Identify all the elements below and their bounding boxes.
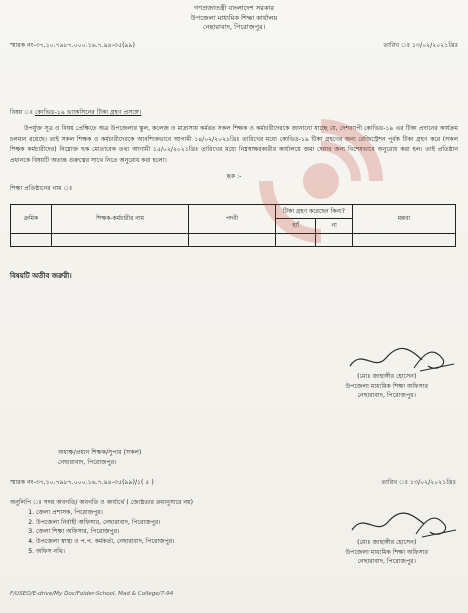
signer-designation: উপজেলা মাধ্যমিক শিক্ষা অফিসার xyxy=(345,382,428,390)
letterhead xyxy=(10,4,458,33)
office-location: নেছারাবাদ, পিরোজপুর। xyxy=(202,23,266,32)
list-item: 5. অফিস নথি। xyxy=(36,547,193,557)
signer-designation-2: উপজেলা মাধ্যমিক শিক্ষা অফিসার xyxy=(345,548,428,556)
institution-label: শিক্ষা প্রতিষ্ঠানের নাম ঃ xyxy=(10,185,73,193)
recipient-line-1: অধ্যক্ষ/প্রধান শিক্ষক/সুপার (সকল) xyxy=(58,449,142,456)
file-path-footer: F/USEO/E-drive/My Doc/Folder-School, Mad & College/7-94 xyxy=(10,591,174,598)
subject-label: বিষয় ঃ xyxy=(10,109,34,117)
memo-line xyxy=(10,41,458,51)
col-designation: পদবী xyxy=(189,205,276,234)
col-serial: ক্রমিক xyxy=(11,205,52,234)
table-row xyxy=(11,233,456,246)
references xyxy=(10,58,458,100)
body-paragraph: উপর্যুক্ত সূত্র ও বিষয় প্রেক্ষিতে অত্র উপজেলার স্কুল, কলেজ ও মাদ্রাসায় কর্মরত সকল শিক্ষক ও কর্মচারীদেরকে জানানো যাচ্ছে যে, দেশব্যাপী কোভিড-১৯ এর টিকা প্রদানের কার্যক্রম চলমান রয়েছে। তাই সকল শিক্ষক ও কর্মচারীদেরকে আবশ্যিকভাবে আগামী ১৪/০২/২০২১খ্রিঃ তারিখের মধ্যে কোভিড-১৯ টিকা গ্রহণের জন্য রেজিস্ট্রেশন পূর্বক টিকা গ্রহণ করে (সকল শিক্ষক কর্মচারীদের) নিম্নোক্ত ছক মোতাবেক তথ্য আগামী ১৫/০২/২০২১খ্রিঃ তারিখের মধ্যে নিম্নস্বাক্ষরকারীর কার্যালয়ে জমা দেয়ার জন্য বিশেষভাবে অনুরোধ করা হল। তাই প্রতিষ্ঠান প্রধানকে বিষয়টি অত্যন্ত গুরুত্বের সাথে নিতে অনুরোধ করা হলো। xyxy=(10,124,458,164)
form-title: ছক :- xyxy=(226,172,242,181)
govt-title: গণপ্রজাতন্ত্রী বাংলাদেশ সরকার xyxy=(193,4,275,12)
recipients xyxy=(58,448,141,468)
memo-number: স্মারক নং-৩৭.১০.৭৯৮৭.০০০.১৬.৭.৯৪-৩৫(৯৯) xyxy=(10,41,135,49)
signature-block-1 xyxy=(345,372,428,401)
signer-name: (মোঃ জাহাঙ্গীর হোসেন) xyxy=(357,373,417,380)
col-vaccine: টিকা গ্রহণ করেছেন কিনা? xyxy=(276,205,353,219)
col-no: না xyxy=(316,219,353,233)
signature-block-2 xyxy=(345,538,428,567)
vaccine-form-table xyxy=(10,204,456,247)
list-item: 1. জেলা প্রশাসক, পিরোজপুর। xyxy=(36,508,193,518)
urgent-note: বিষয়টি অতীব জরুরী। xyxy=(10,271,72,280)
memo-line-2 xyxy=(10,478,456,488)
memo-date: তারিখ ঃ ১৩/০২/২০২১খ্রিঃ xyxy=(383,41,458,49)
subject-line xyxy=(10,108,458,118)
copy-label: অনুলিপি ঃ সদয় অবগতি/ অবগতি ও কার্যার্থে ( জ্যেষ্ঠতার ক্রমানুসারে নয়) xyxy=(10,499,193,506)
office-title: উপজেলা মাধ্যমিক শিক্ষা কার্যালয় xyxy=(190,13,278,22)
list-item: 2. উপজেলা নির্বাহী অফিসার, নেছারাবাদ, পিরোজপুর। xyxy=(36,518,193,528)
memo-date-2: তারিখ ঃ ১৩/০২/২০২১খ্রিঃ xyxy=(381,479,456,486)
col-name: শিক্ষক-কর্মচারীর নাম xyxy=(52,205,189,234)
signer-location-2: নেছারাবাদ, পিরোজপুর। xyxy=(357,558,416,566)
list-item: 3. জেলা শিক্ষা অফিসার, পিরোজপুর। xyxy=(36,527,193,537)
signer-name-2: (মোঃ জাহাঙ্গীর হোসেন) xyxy=(357,539,417,546)
col-remarks: মন্তব্য xyxy=(353,205,456,234)
col-yes: হ্যাঁ xyxy=(276,219,316,233)
subject-text: কোভিড-১৯ ভ্যাকসিনের টিকা গ্রহণ প্রসঙ্গে। xyxy=(35,109,142,117)
list-item: 4. উপজেলা স্বাস্থ্য ও প.প. কর্মকর্তা, নেছারাবাদ, পিরোজপুর। xyxy=(36,537,193,547)
signer-location: নেছারাবাদ, পিরোজপুর। xyxy=(357,392,416,400)
copy-list xyxy=(10,498,193,557)
memo-number-2: স্মারক নং-৩৭.১০.৭৯৮৭.০০০.১৬.৭.৯৪-৩৫(৯৯)/১( ৫ ) xyxy=(10,479,154,486)
recipient-line-2: নেছারাবাদ, পিরোজপুর। xyxy=(58,458,117,466)
